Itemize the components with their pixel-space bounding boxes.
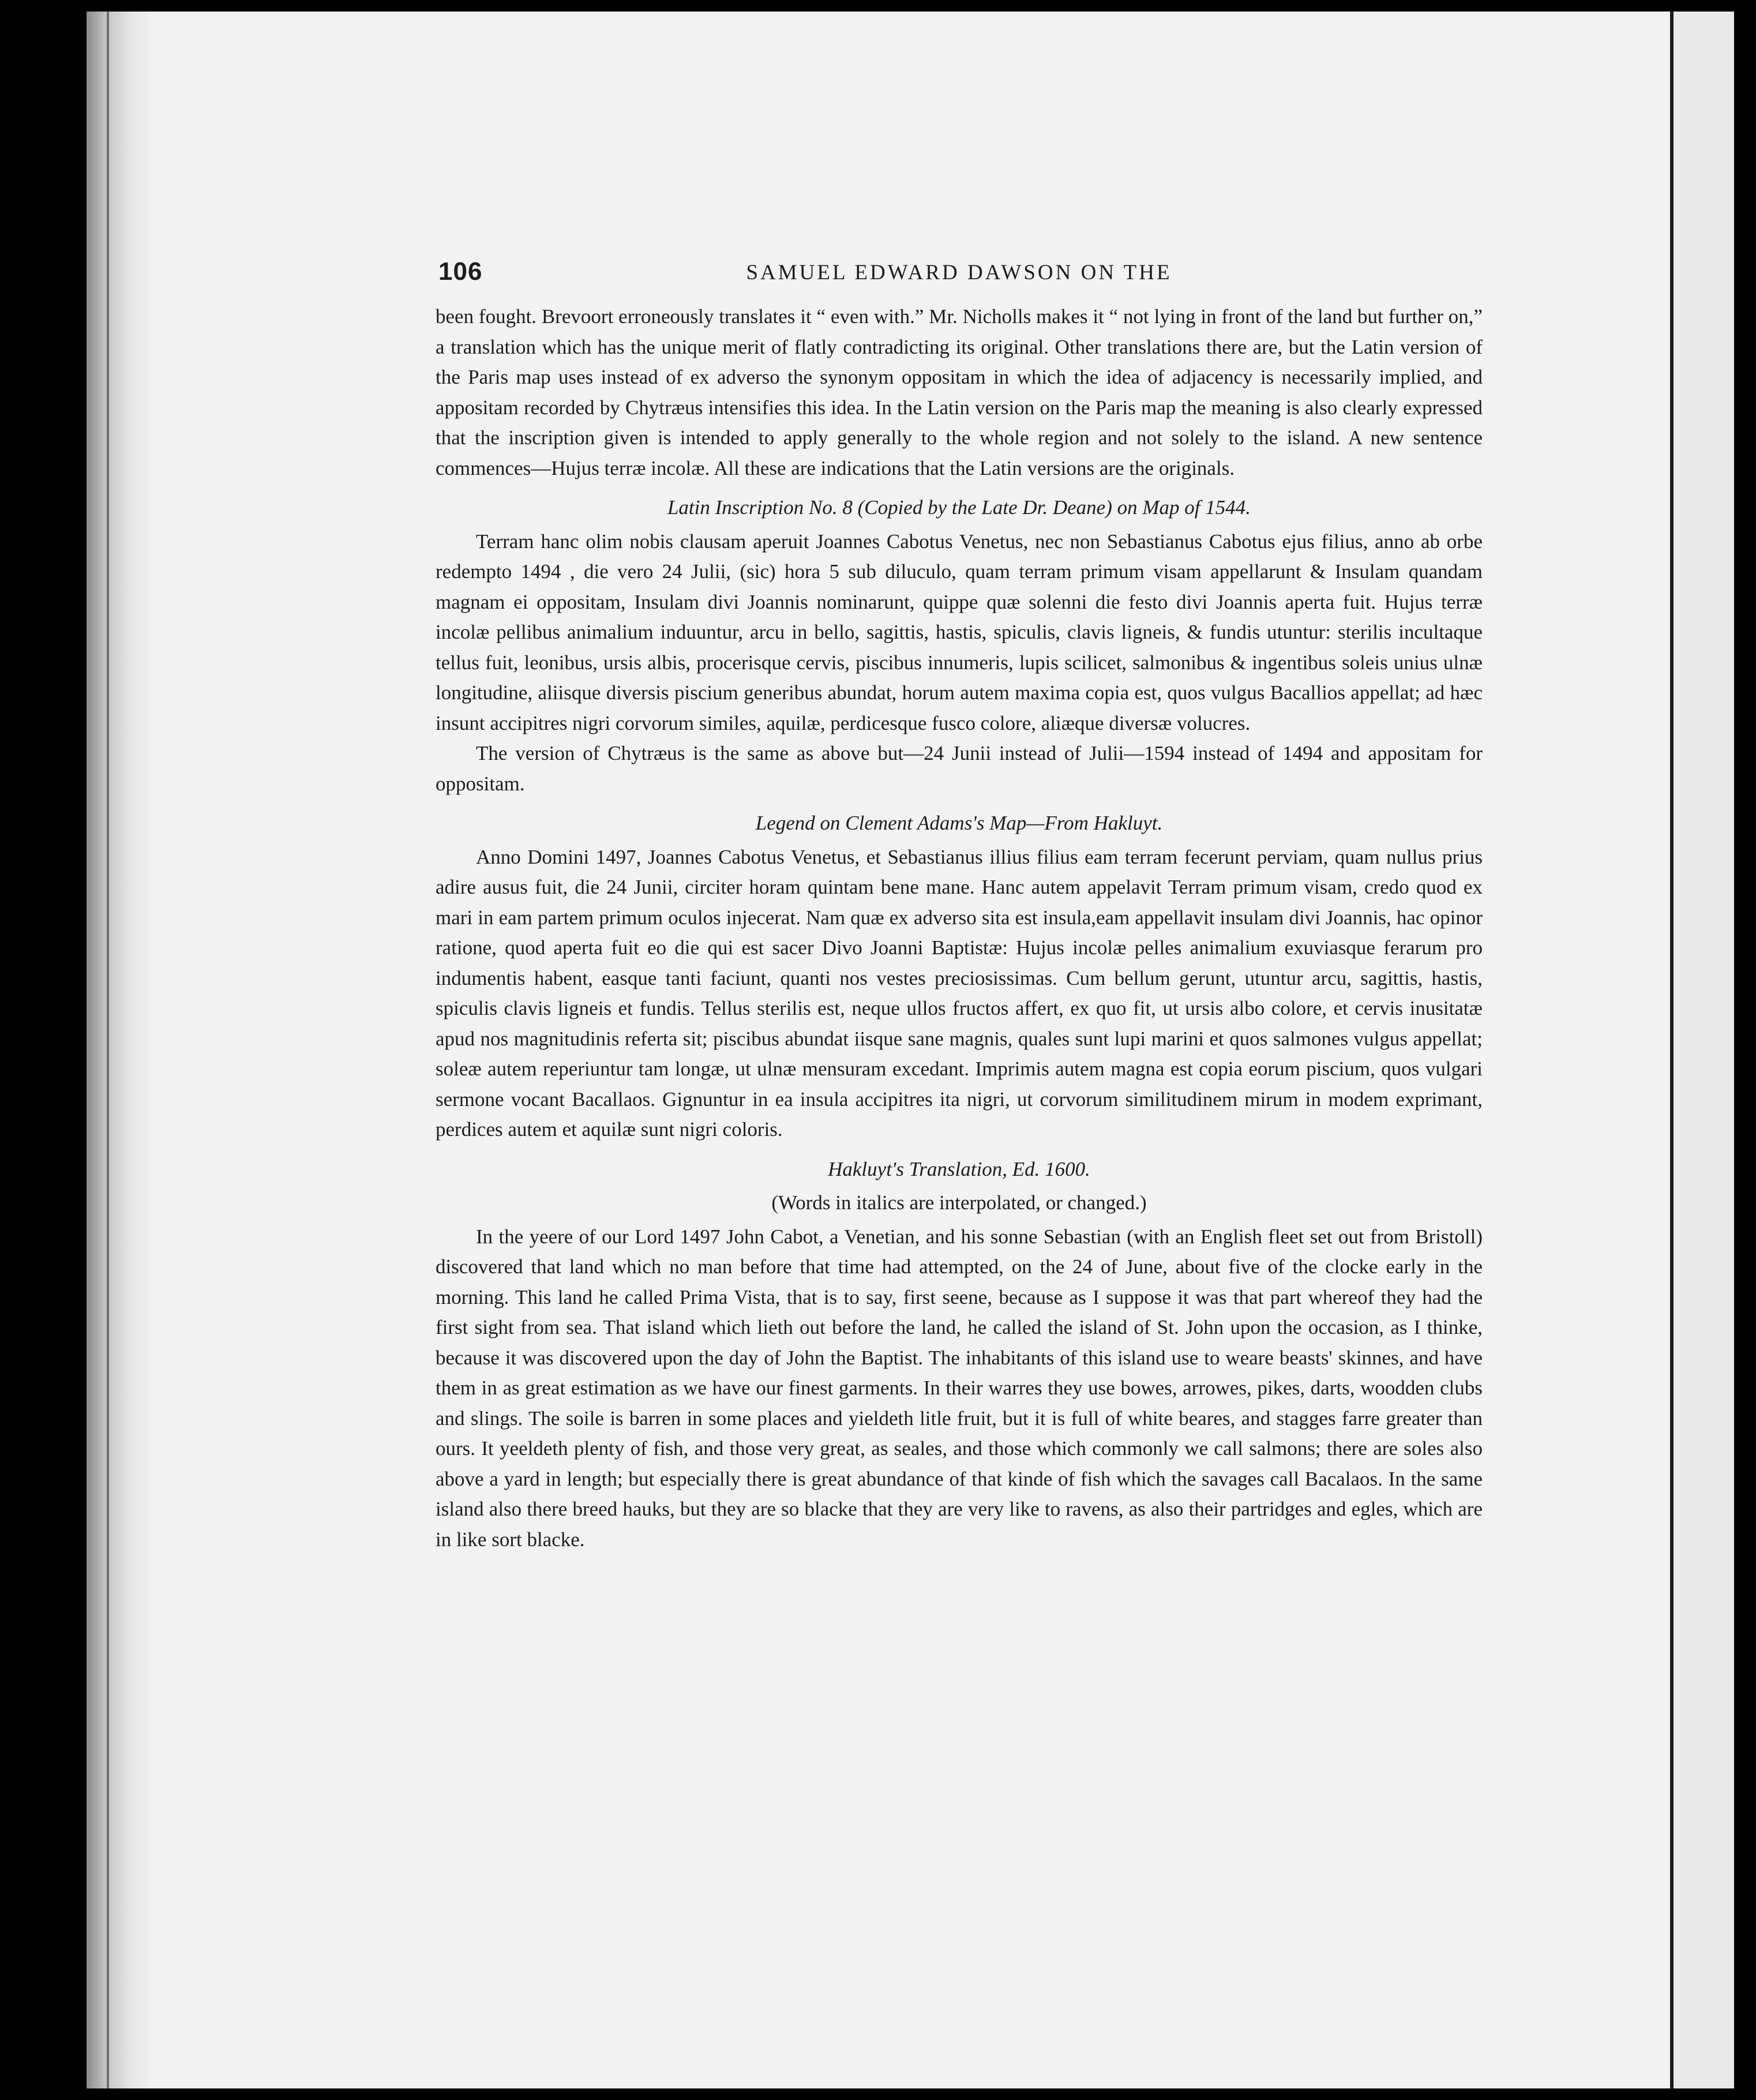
section-heading: Hakluyt's Translation, Ed. 1600.	[828, 1157, 1090, 1180]
page-number: 106	[438, 257, 483, 286]
section-heading: Latin Inscription No. 8 (Copied by the Late Dr. Deane) on Map of 1544.	[667, 496, 1251, 519]
paragraph: Anno Domini 1497, Joannes Cabotus Venetus, et Sebastianus illius filius eam terram fecerunt perviam, quam nullus prius adire ausus fuit, die 24 Junii, circiter horam quintam bene mane. Hanc autem appelavit Terram primum visam, credo quod ex mari in eam partem primum oculos injecerat. Nam quæ ex adverso sita est insula,eam appellavit insulam divi Joannis, hac opinor ratione, quod aperta fuit eo die qui est sacer Divo Joanni Baptistæ: Hujus incolæ pelles animalium exuviasque ferarum pro indumentis habent, easque tanti faciunt, quanti nos vestes preciosissimas. Cum bellum gerunt, utuntur arcu, sagittis, hastis, spiculis clavis ligneis et fundis. Tellus sterilis est, neque ullos fructos affert, ex quo fit, ut ursis albo colore, et cervis inusitatæ apud nos magnitudinis referta sit; piscibus abundat iisque sane magnis, quales sunt lupi marini et quos salmones vulgus appellat; soleæ autem reperiuntur tam longæ, ut ulnæ mensuram excedant. Imprimis autem magna est copia eorum piscium, quos vulgari sermone vocant Bacallaos. Gignuntur in ea insula accipitres ita nigri, ut corvorum similitudinem mirum in modem exprimant, perdices autem et aquilæ sunt nigri coloris.	[436, 845, 1483, 1141]
section-heading: Legend on Clement Adams's Map—From Hakluyt.	[755, 812, 1163, 834]
facing-page-edge	[1670, 12, 1734, 2088]
paragraph: The version of Chytræus is the same as above but—24 Junii instead of Julii—1594 instead of 1494 and appositam for oppositam.	[436, 742, 1483, 795]
paragraph: been fought. Brevoort erroneously translates it “ even with.” Mr. Nicholls makes it “ not lying in front of the land but further on,” a translation which has the unique merit of flatly contradicting its original. Other translations there are, but the Latin version of the Paris map uses instead of ex adverso the synonym oppositam in which the idea of adjacency is necessarily implied, and appositam recorded by Chytræus intensifies this idea. In the Latin version on the Paris map the meaning is also clearly expressed that the inscription given is intended to apply generally to the whole region and not solely to the island. A new sentence commences—Hujus terræ incolæ. All these are indications that the Latin versions are the originals.	[436, 305, 1483, 479]
page-header	[436, 257, 1483, 291]
paragraph: Terram hanc olim nobis clausam aperuit Joannes Cabotus Venetus, nec non Sebastianus Cabotus ejus filius, anno ab orbe redempto 1494 , die vero 24 Julii, (sic) hora 5 sub diluculo, quam terram primum visam appellarunt & Insulam quandam magnam ei oppositam, Insulam divi Joannis nominarunt, quippe quæ solenni die festo divi Joannis aperta fuit. Hujus terræ incolæ pellibus animalium induuntur, arcu in bello, sagittis, hastis, spiculis, clavis ligneis, & fundis utuntur: sterilis incultaque tellus fuit, leonibus, ursis albis, procerisque cervis, piscibus innumeris, lupis scilicet, salmonibus & ingentibus soleis unius ulnæ longitudine, aliisque diversis piscium generibus abundat, horum autem maxima copia est, quos vulgus Bacallios appellat; ad hæc insunt accipitres nigri corvorum similes, aquilæ, perdicesque fusco colore, aliæque diversæ volucres.	[436, 530, 1483, 734]
book-binding-gutter	[87, 12, 150, 2088]
paragraph: In the yeere of our Lord 1497 John Cabot, a Venetian, and his sonne Sebastian (with an English fleet set out from Bristoll) discovered that land which no man before that time had attempted, on the 24 of June, about five of the clocke early in the morning. This land he called Prima Vista, that is to say, first seene, because as I suppose it was that part whereof they had the first sight from sea. That island which lieth out before the land, he called the island of St. John upon the occasion, as I thinke, because it was discovered upon the day of John the Baptist. The inhabitants of this island use to weare beasts' skinnes, and have them in as great estimation as we have our finest garments. In their warres they use bowes, arrowes, pikes, darts, woodden clubs and slings. The soile is barren in some places and yieldeth litle fruit, but it is full of white beares, and stagges farre greater than ours. It yeeldeth plenty of fish, and those very great, as seales, and those which commonly we call salmons; there are soles also above a yard in length; but especially there is great abundance of that kinde of fish which the savages call Bacalaos. In the same island also there breed hauks, but they are so blacke that they are very like to ravens, as also their partridges and egles, which are in like sort blacke.	[436, 1225, 1483, 1551]
book-page	[436, 257, 1483, 1555]
section-note: (Words in italics are interpolated, or changed.)	[771, 1191, 1147, 1214]
running-head: SAMUEL EDWARD DAWSON ON THE	[746, 261, 1172, 284]
